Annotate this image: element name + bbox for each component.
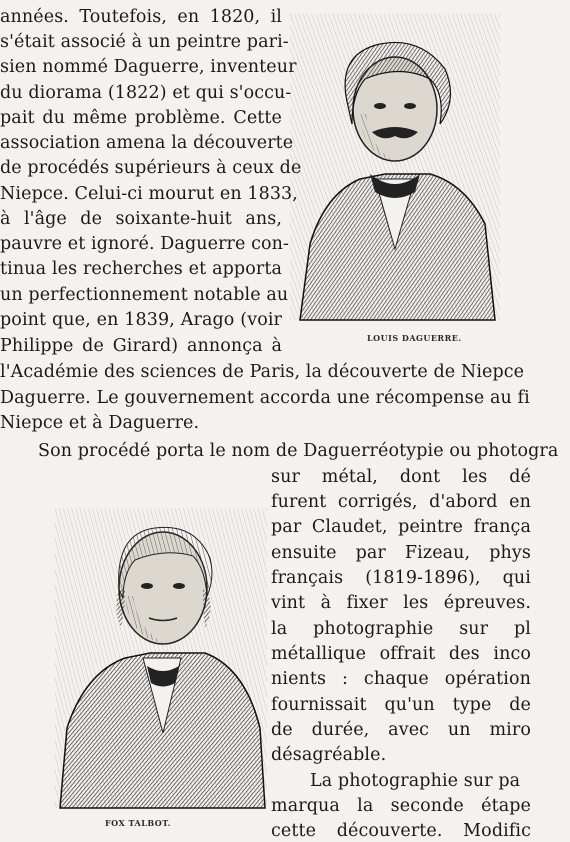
text-line: français (1819-1896), qui bbox=[271, 568, 531, 588]
text-line: tinua les recherches et apporta bbox=[0, 259, 282, 279]
text-line: Niepce. Celui-ci mourut en 1833, bbox=[0, 184, 298, 204]
engraving-illustration bbox=[290, 14, 500, 320]
text-line: furent corrigés, d'abord en bbox=[271, 492, 531, 512]
text-line: désagréable. bbox=[271, 745, 387, 765]
text-line: Philippe de Girard) annonça à bbox=[0, 336, 282, 356]
text-line: cette découverte. Modific bbox=[271, 821, 531, 841]
text-line: la photographie sur pl bbox=[271, 619, 531, 639]
text-line: La photographie sur pa bbox=[310, 771, 521, 791]
text-line: fournissait qu'un type de bbox=[271, 695, 531, 715]
text-line: métallique offrait des inco bbox=[271, 644, 531, 664]
text-line: Daguerre. Le gouvernement accorda une récompense au fi bbox=[0, 388, 530, 408]
caption-daguerre: LOUIS DAGUERRE. bbox=[367, 333, 462, 343]
text-line: de procédés supérieurs à ceux de bbox=[0, 158, 302, 178]
text-line: Niepce et à Daguerre. bbox=[0, 413, 200, 433]
text-line: nients : chaque opération bbox=[271, 669, 531, 689]
text-line: point que, en 1839, Arago (voir bbox=[0, 310, 282, 330]
text-line: du diorama (1822) et qui s'occu- bbox=[0, 83, 292, 103]
caption-talbot: FOX TALBOT. bbox=[105, 818, 171, 828]
text-line: pauvre et ignoré. Daguerre con- bbox=[0, 234, 290, 254]
text-line: marqua la seconde étape bbox=[271, 796, 531, 816]
portrait-daguerre bbox=[290, 14, 500, 320]
text-line: ensuite par Fizeau, phys bbox=[271, 543, 531, 563]
portrait-talbot bbox=[55, 478, 267, 814]
text-line: Son procédé porta le nom de Daguerréotypie ou photogra bbox=[38, 441, 559, 461]
text-line: pait du même problème. Cette bbox=[0, 108, 282, 128]
text-line: association amena la découverte bbox=[0, 133, 294, 153]
text-line: de durée, avec un miro bbox=[271, 720, 531, 740]
text-line: sur métal, dont les dé bbox=[271, 467, 531, 487]
engraving-illustration bbox=[55, 478, 267, 814]
text-line: l'Académie des sciences de Paris, la découverte de Niepce bbox=[0, 362, 525, 382]
text-line: par Claudet, peintre frança bbox=[271, 517, 531, 537]
text-line: années. Toutefois, en 1820, il bbox=[0, 7, 282, 27]
text-line: à l'âge de soixante-huit ans, bbox=[0, 209, 282, 229]
text-line: vint à fixer les épreuves. bbox=[271, 593, 531, 613]
text-line: s'était associé à un peintre pari- bbox=[0, 32, 289, 52]
text-line: un perfectionnement notable au bbox=[0, 285, 289, 305]
text-line: sien nommé Daguerre, inventeur bbox=[0, 57, 297, 77]
